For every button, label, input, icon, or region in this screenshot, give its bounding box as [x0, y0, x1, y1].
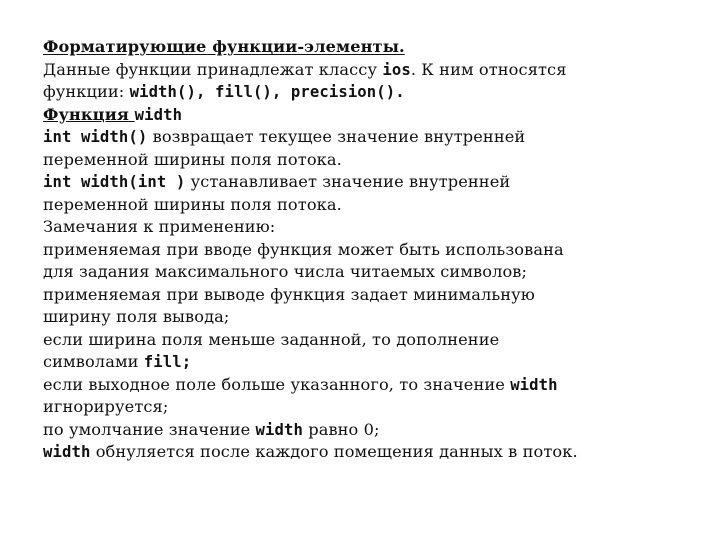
text: символами — [43, 352, 144, 371]
code-term: width — [255, 420, 303, 439]
paragraph-width-ignored — [43, 374, 683, 419]
text: Замечания к применению: — [43, 217, 276, 236]
code-term: int width() — [43, 128, 148, 146]
paragraph-output-use — [43, 284, 683, 329]
text: по умолчание значение — [43, 419, 256, 439]
continuation-line — [43, 351, 683, 374]
text: если выходное поле больше указанного, то значение — [43, 374, 511, 394]
continuation-line: для задания максимального числа читаемых символов; — [43, 262, 528, 281]
code-term: width — [510, 375, 558, 394]
continuation-line: ширину поля вывода; — [43, 307, 230, 326]
text: Функция — [43, 104, 135, 124]
text: применяемая при выводе функция задает минимальную — [43, 284, 535, 304]
code-term: width(), fill(), precision() — [129, 83, 396, 101]
paragraph-notes-heading — [43, 216, 683, 239]
paragraph-intro — [43, 59, 683, 104]
text: устанавливает значение внутренней — [185, 172, 511, 191]
text: если ширина поля меньше заданной, то дополнение — [43, 329, 500, 349]
code-term: fill — [143, 353, 182, 371]
paragraph-function-width — [43, 104, 683, 127]
code-term: width — [43, 443, 91, 461]
text: . — [395, 83, 405, 101]
code-term: width — [134, 105, 183, 124]
code-term: int width(int ) — [43, 173, 186, 191]
text: функции: — [43, 82, 130, 101]
paragraph-int-width-int — [43, 171, 683, 216]
continuation-line: игнорируется; — [43, 397, 169, 416]
text: ; — [181, 353, 192, 371]
paragraph-int-width — [43, 126, 683, 171]
code-term: ios — [382, 60, 411, 79]
text: применяемая при вводе функция может быть использована — [43, 239, 564, 259]
slide-heading: Форматирующие функции-элементы. — [43, 37, 405, 56]
continuation-line: переменной ширины поля потока. — [43, 149, 342, 169]
slide-content — [43, 36, 683, 464]
paragraph-fill-padding — [43, 329, 683, 374]
text: равно 0; — [303, 419, 380, 439]
text: Данные функции принадлежат классу — [43, 59, 383, 79]
continuation-line — [43, 81, 683, 104]
text: . К ним относятся — [410, 59, 567, 79]
continuation-line: переменной ширины поля потока. — [43, 194, 342, 214]
paragraph-input-use — [43, 239, 683, 284]
paragraph-default-width — [43, 419, 683, 442]
text: возвращает текущее значение внутренней — [147, 127, 526, 146]
paragraph-width-reset — [43, 441, 683, 464]
text: обнуляется после каждого помещения данных в поток. — [90, 442, 578, 461]
